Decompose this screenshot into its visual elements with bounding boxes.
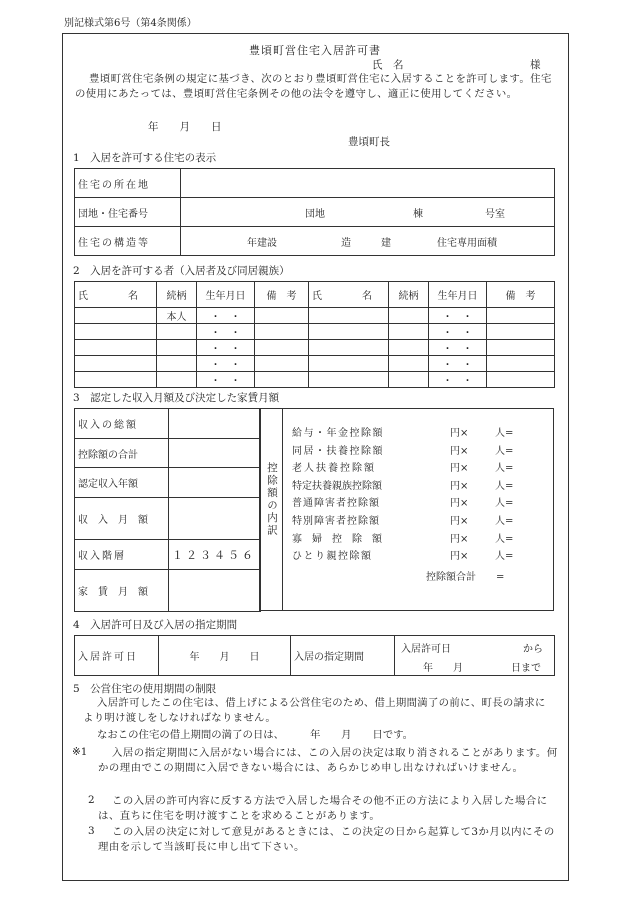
income-bracket-value: １２３４５６ — [169, 540, 261, 570]
total-income-label: 収入の総額 — [75, 409, 169, 439]
birth-blank: ・ ・ — [197, 308, 255, 324]
deduction-row — [292, 494, 542, 512]
person-unit: 人= — [495, 515, 514, 527]
address-value — [181, 169, 555, 198]
person-unit: 人= — [495, 428, 514, 439]
note-3-text: この入居の決定に対して意見があるときには、この決定の日から起算して3か月以内にその理由を示して当該町長に申し出て下さい。 — [98, 826, 555, 853]
note-3-mark: 3 — [88, 825, 95, 837]
note-2-text: この入居の許可内容に反する方法で入居した場合その他不正の方法により入居した場合には、直ちに住宅を明け渡すことを求めることがあります。 — [98, 795, 548, 822]
to-text: 棟 — [413, 209, 423, 220]
deduction-row — [292, 512, 542, 530]
structure-value — [181, 227, 555, 256]
birth-blank: ・ ・ — [429, 308, 487, 324]
section-5-heading: 5 公営住宅の使用期間の制限 — [73, 683, 217, 695]
danchi-label: 団地・住宅番号 — [75, 198, 181, 227]
period-table — [74, 635, 555, 676]
table-row — [75, 324, 555, 340]
section-5-text-2: なおこの住宅の借上期間の満了の日は、 年 月 日です。 — [97, 729, 414, 741]
deduction-list — [292, 424, 542, 565]
period-until: 日まで — [511, 663, 541, 674]
yen-unit: 円× — [450, 480, 469, 492]
birth-blank: ・ ・ — [197, 356, 255, 372]
section-2-heading: 2 入居を許可する者（入居者及び同居親族） — [73, 265, 290, 277]
deduction-row — [292, 424, 542, 442]
col-name-right: 氏 名 — [309, 282, 389, 308]
table-row — [75, 340, 555, 356]
deduction-label: 普通障害者控除額 — [292, 498, 380, 510]
col-name-left: 氏 名 — [75, 282, 157, 308]
col-birth-right: 生年月日 — [429, 282, 487, 308]
birth-blank: ・ ・ — [429, 340, 487, 356]
section-5-text-1: 入居許可したこの住宅は、借上げによる公営住宅のため、借上期間満了の前に、町長の請求により明け渡しをしなければなりません。 — [83, 697, 546, 724]
deduction-breakdown-label: 控除額の内訳 — [266, 462, 278, 537]
income-table — [74, 408, 261, 612]
person-unit: 人= — [495, 463, 514, 475]
address-label: 住宅の所在地 — [75, 169, 181, 198]
col-birth-left: 生年月日 — [197, 282, 255, 308]
name-label: 氏 名 — [372, 59, 404, 71]
table-row — [75, 356, 555, 372]
birth-blank: ・ ・ — [429, 356, 487, 372]
section-3-heading: 3 認定した収入月額及び決定した家賃月額 — [73, 392, 280, 404]
person-unit: 人= — [495, 533, 514, 545]
col-relation-left: 続柄 — [157, 282, 197, 308]
income-bracket-label: 収入階層 — [75, 540, 169, 570]
section-1-heading: 1 入居を許可する住宅の表示 — [73, 152, 217, 164]
structure-label: 住宅の構造等 — [75, 227, 181, 256]
col-relation-right: 続柄 — [389, 282, 429, 308]
yen-unit: 円× — [450, 428, 469, 439]
col-note-left: 備 考 — [255, 282, 309, 308]
ken-text: 建 — [381, 238, 391, 249]
birth-blank: ・ ・ — [429, 324, 487, 340]
deduction-row — [292, 459, 542, 477]
table-row — [75, 308, 555, 324]
form-reference: 別記様式第6号（第4条関係） — [64, 18, 197, 29]
person-unit: 人= — [495, 551, 514, 563]
birth-blank: ・ ・ — [197, 372, 255, 388]
zo-text: 造 — [341, 238, 351, 249]
deduction-label: ひとり親控除額 — [292, 551, 373, 563]
room-text: 号室 — [485, 209, 505, 220]
danchi-value — [181, 198, 555, 227]
yen-unit: 円× — [450, 515, 469, 527]
deduction-label: 寡 婦 控 除 額 — [292, 533, 382, 545]
yen-unit: 円× — [450, 445, 469, 457]
deduction-label: 老人扶養控除額 — [292, 463, 376, 475]
note-1-mark: ※1 — [72, 746, 88, 758]
period-value — [395, 636, 555, 676]
deduction-label: 同居・扶養控除額 — [292, 445, 384, 457]
person-unit: 人= — [495, 445, 514, 457]
deduction-row — [292, 477, 542, 495]
deduction-row — [292, 530, 542, 548]
built-year-text: 年建設 — [247, 238, 277, 249]
residents-table — [74, 281, 555, 388]
period-label: 入居の指定期間 — [291, 636, 395, 676]
floor-area-text: 住宅専用面積 — [437, 238, 497, 249]
deduction-sum-label: 控除額の合計 — [75, 439, 169, 468]
name-suffix: 様 — [530, 59, 541, 71]
deduction-row — [292, 442, 542, 460]
birth-blank: ・ ・ — [429, 372, 487, 388]
section-4-heading: 4 入居許可日及び入居の指定期間 — [73, 619, 238, 631]
housing-table — [74, 168, 555, 256]
rent-label: 家 賃 月 額 — [75, 570, 169, 612]
yen-unit: 円× — [450, 498, 469, 510]
permit-date-value: 年 月 日 — [159, 636, 291, 676]
self-relation: 本人 — [157, 308, 197, 324]
permit-date-label: 入居許可日 — [75, 636, 159, 676]
yen-unit: 円× — [450, 463, 469, 475]
page-title: 豊頃町営住宅入居許可書 — [249, 44, 381, 57]
period-end-date: 年 月 — [423, 663, 463, 674]
deduction-total-label: 控除額合計 = — [426, 572, 505, 583]
monthly-income-label: 収 入 月 額 — [75, 498, 169, 540]
note-2-mark: 2 — [88, 794, 95, 806]
deduction-label: 特定扶養親族控除額 — [292, 480, 382, 492]
period-from: から — [523, 644, 543, 655]
annual-income-label: 認定収入年額 — [75, 468, 169, 498]
issuer: 豊頃町長 — [348, 136, 390, 148]
note-1-text: 入居の指定期間に入居がない場合には、この入居の決定は取り消されることがあります。何かの理由でこの期間に入居できない場合には、あらかじめ申し出なければいけません。 — [98, 747, 558, 774]
intro-text: 豊頃町営住宅条例の規定に基づき、次のとおり豊頃町営住宅に入居することを許可します。住宅の使用にあたっては、豊頃町営住宅条例その他の法令を遵守し、適正に使用してください。 — [75, 73, 552, 100]
issue-date: 年 月 日 — [148, 121, 222, 133]
col-note-right: 備 考 — [487, 282, 555, 308]
deduction-row — [292, 547, 542, 565]
deduction-label: 給与・年金控除額 — [292, 428, 384, 439]
birth-blank: ・ ・ — [197, 340, 255, 356]
yen-unit: 円× — [450, 533, 469, 545]
person-unit: 人= — [495, 480, 514, 492]
danchi-text: 団地 — [305, 209, 325, 220]
birth-blank: ・ ・ — [197, 324, 255, 340]
table-row — [75, 372, 555, 388]
deduction-label: 特別障害者控除額 — [292, 515, 380, 527]
period-start-label: 入居許可日 — [401, 644, 451, 655]
yen-unit: 円× — [450, 551, 469, 563]
person-unit: 人= — [495, 498, 514, 510]
